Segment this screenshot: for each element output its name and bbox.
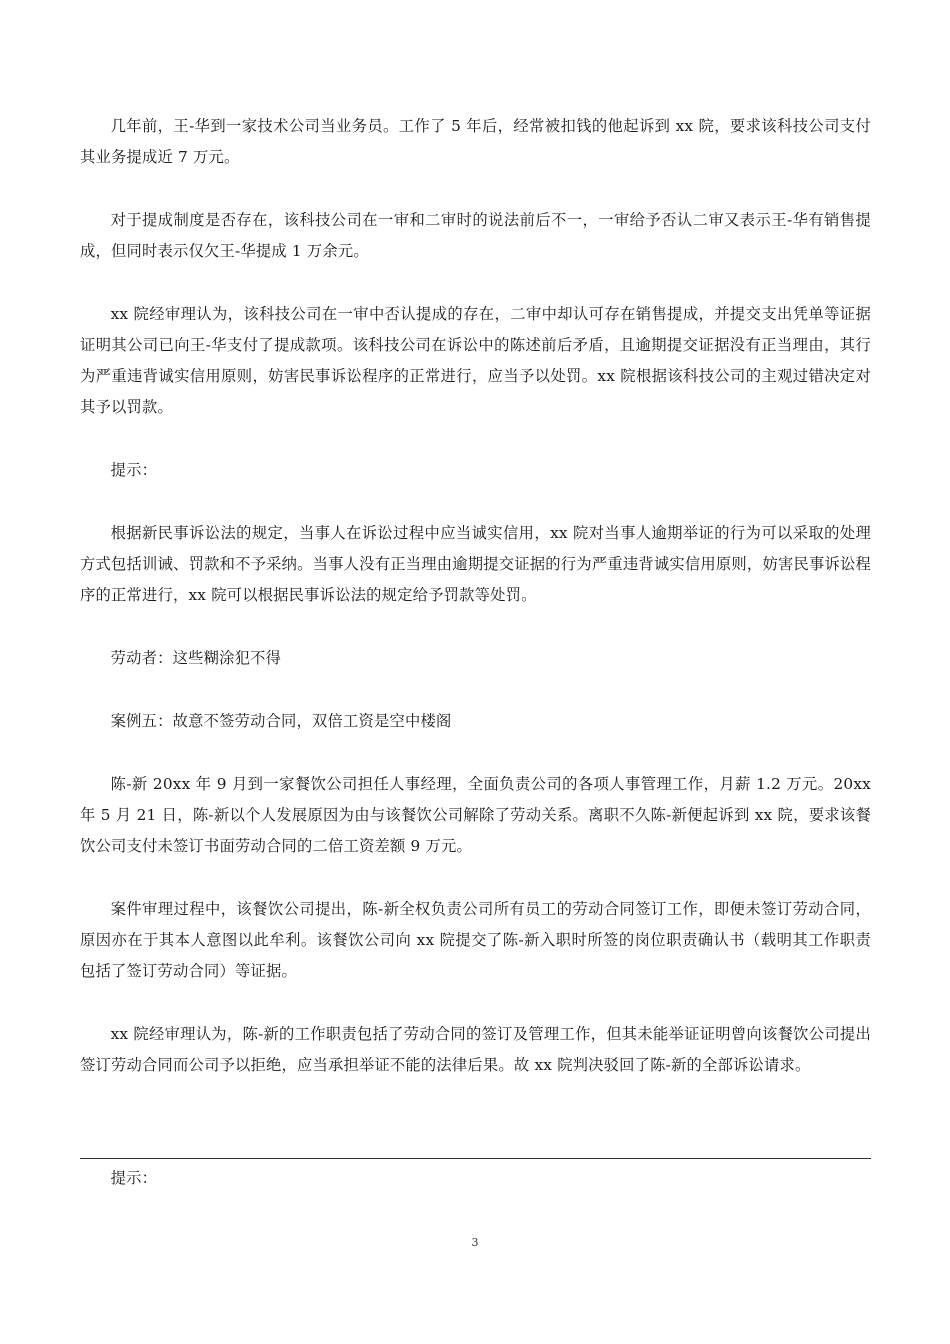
paragraph-court-ruling-dismissal: xx 院经审理认为，陈-新的工作职责包括了劳动合同的签订及管理工作，但其未能举证证明曾向该餐饮公司提出签订劳动合同而公司予以拒绝，应当承担举证不能的法律后果。故 xx 院判决驳回了陈-新的全部诉讼请求。 [80, 1025, 871, 1074]
footnote-divider [80, 1158, 871, 1159]
document-body [80, 111, 871, 1113]
paragraph-commission-dispute: 对于提成制度是否存在，该科技公司在一审和二审时的说法前后不一，一审给予否认二审又表示王-华有销售提成，但同时表示仅欠王-华提成 1 万余元。 [80, 211, 871, 260]
section-heading-case-five: 案例五：故意不签劳动合同，双倍工资是空中楼阁 [110, 712, 452, 730]
paragraph-restaurant-defense: 案件审理过程中，该餐饮公司提出，陈-新全权负责公司所有员工的劳动合同签订工作，即便未签订劳动合同，原因亦在于其本人意图以此牟利。该餐饮公司向 xx 院提交了陈-新入职时所签的岗位职责确认书（载明其工作职责包括了签订劳动合同）等证据。 [80, 900, 871, 980]
paragraph-case-wang-intro: 几年前，王-华到一家技术公司当业务员。工作了 5 年后，经常被扣钱的他起诉到 xx 院，要求该科技公司支付其业务提成近 7 万元。 [80, 117, 871, 166]
paragraph-tip-heading: 提示： [110, 461, 158, 479]
paragraph-tip-body: 根据新民事诉讼法的规定，当事人在诉讼过程中应当诚实信用，xx 院对当事人逾期举证的行为可以采取的处理方式包括训诫、罚款和不予采纳。当事人没有正当理由逾期提交证据的行为严重违背诚实信用原则，妨害民事诉讼程序的正常进行，xx 院可以根据民事诉讼法的规定给予罚款等处罚。 [80, 524, 871, 604]
paragraph-court-ruling-fine: xx 院经审理认为，该科技公司在一审中否认提成的存在，二审中却认可存在销售提成，并提交支出凭单等证据证明其公司已向王-华支付了提成款项。该科技公司在诉讼中的陈述前后矛盾，且逾期提交证据没有正当理由，其行为严重违背诚实信用原则，妨害民事诉讼程序的正常进行，应当予以处罚。xx 院根据该科技公司的主观过错决定对其予以罚款。 [80, 305, 871, 416]
page-tail [80, 1163, 871, 1194]
paragraph-tip-heading-2: 提示： [110, 1169, 158, 1187]
section-heading-workers: 劳动者：这些糊涂犯不得 [110, 649, 282, 667]
page-number: 3 [471, 1236, 479, 1249]
paragraph-case-chen-intro: 陈-新 20xx 年 9 月到一家餐饮公司担任人事经理，全面负责公司的各项人事管理工作，月薪 1.2 万元。20xx 年 5 月 21 日，陈-新以个人发展原因为由与该餐饮公司解除了劳动关系。离职不久陈-新便起诉到 xx 院，要求该餐饮公司支付未签订书面劳动合同的二倍工资差额 9 万元。 [80, 775, 871, 855]
